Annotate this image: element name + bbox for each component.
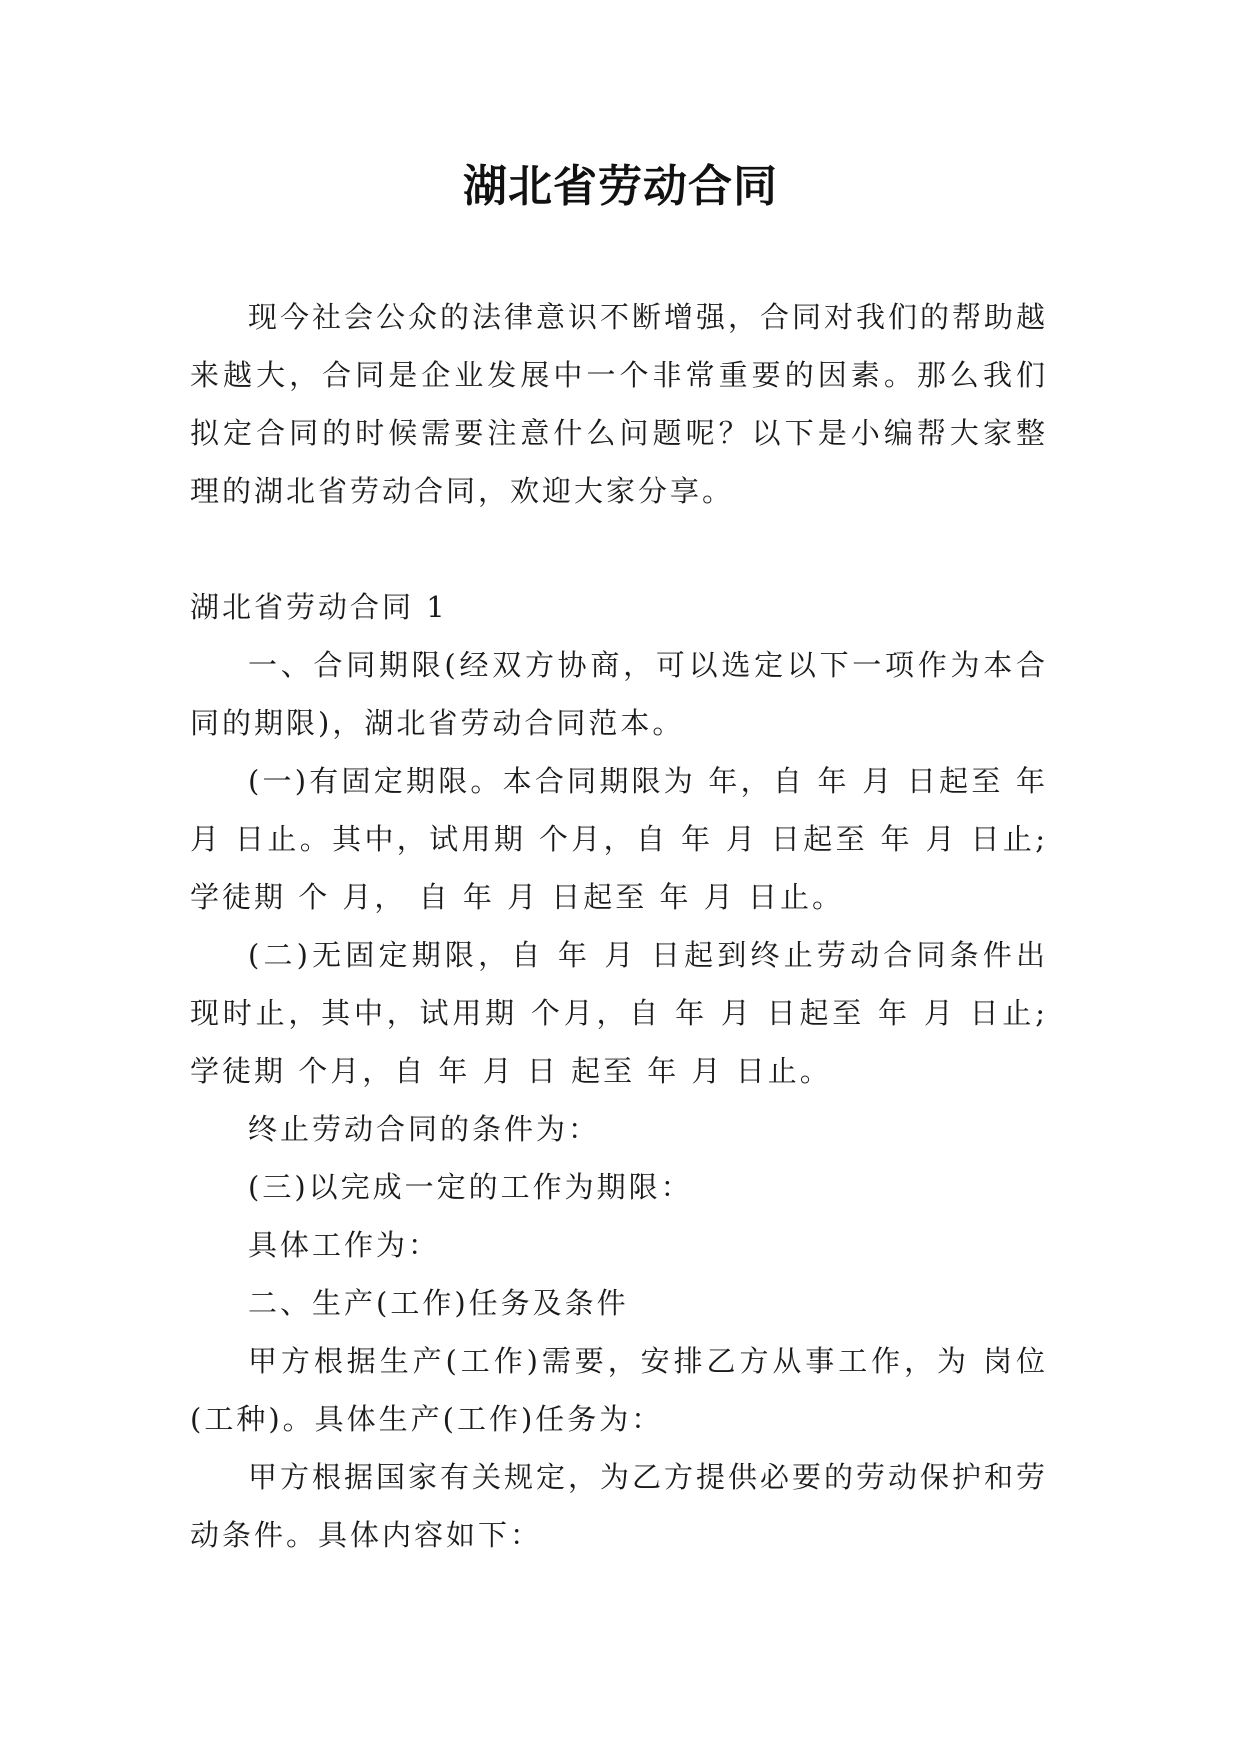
clause-specific-work: 具体工作为： xyxy=(248,1228,441,1262)
clause-fixed-term: (一)有固定期限。本合同期限为 年，自 年 月 日起至 年 月 日止。其中，试用期 个月，自 年 月 日起至 年 月 日止;学徒期 个 月， 自 年 月 日起至 年 月 日止。 xyxy=(190,764,1048,914)
clause-termination-conditions: 终止劳动合同的条件为： xyxy=(248,1112,601,1146)
document-title: 湖北省劳动合同 xyxy=(463,161,778,212)
clause-job-assignment: 甲方根据生产(工作)需要，安排乙方从事工作，为 岗位(工种)。具体生产(工作)任务为： xyxy=(190,1344,1048,1436)
clause-open-term: (二)无固定期限，自 年 月 日起到终止劳动合同条件出现时止，其中，试用期 个月，自 年 月 日起至 年 月 日止;学徒期 个月，自 年 月 日 起至 年 月 日止。 xyxy=(190,938,1048,1088)
section-heading: 湖北省劳动合同 1 xyxy=(190,590,448,624)
document-body xyxy=(190,288,1048,1564)
intro-paragraph: 现今社会公众的法律意识不断增强，合同对我们的帮助越来越大，合同是企业发展中一个非常重要的因素。那么我们拟定合同的时候需要注意什么问题呢？以下是小编帮大家整理的湖北省劳动合同，欢迎大家分享。 xyxy=(190,300,1049,508)
clause-labor-protection: 甲方根据国家有关规定，为乙方提供必要的劳动保护和劳动条件。具体内容如下： xyxy=(190,1460,1049,1552)
clause-term: 一、合同期限(经双方协商，可以选定以下一项作为本合同的期限)，湖北省劳动合同范本。 xyxy=(190,648,1048,740)
clause-task-based-term: (三)以完成一定的工作为期限： xyxy=(248,1170,693,1204)
clause-tasks-heading: 二、生产(工作)任务及条件 xyxy=(248,1286,629,1320)
paragraph-gap xyxy=(190,520,1048,578)
